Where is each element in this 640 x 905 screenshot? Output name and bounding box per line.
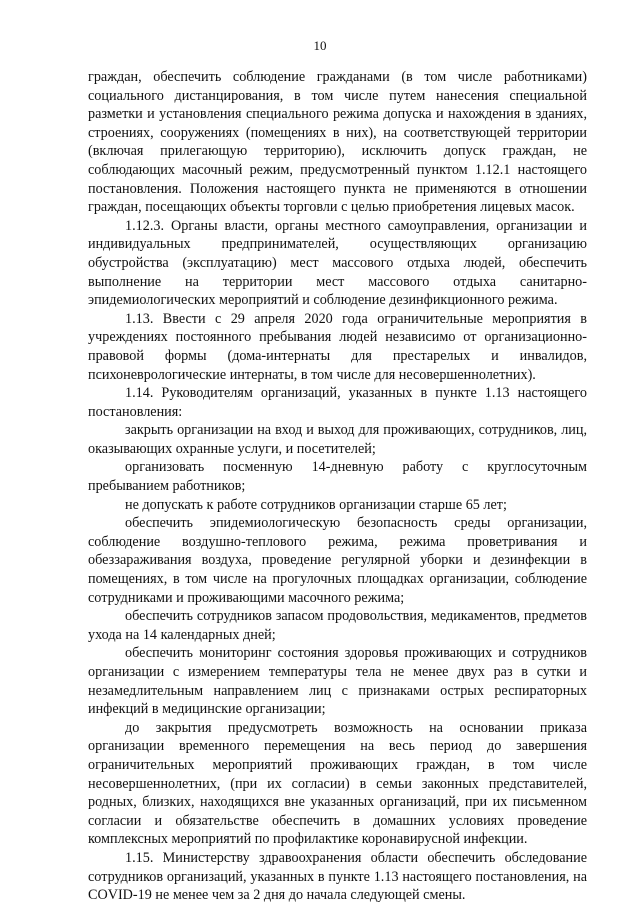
- document-body: [88, 68, 587, 905]
- paragraph-continuation: граждан, обеспечить соблюдение гражданами (в том числе работниками) социального дистанцирования, в том числе путем нанесения специальной разметки и установления специального режима допуска и нахождения в зданиях, строениях, сооружениях (помещениях в них), на соответствующей территории (включая прилегающую территорию), исключить допуск граждан, не соблюдающих масочный режим, предусмотренный пунктом 1.12.1 настоящего постановления. Положения настоящего пункта не применяются в отношении граждан, посещающих объекты торговли с целью приобретения лицевых масок.: [88, 69, 587, 216]
- paragraph-1-14: 1.14. Руководителям организаций, указанных в пункте 1.13 настоящего постановления:: [88, 385, 587, 420]
- paragraph-1-13: 1.13. Ввести с 29 апреля 2020 года ограничительные мероприятия в учреждениях постоянного пребывания людей независимо от организационно-правовой формы (дома-интернаты для престарелых и инвалидов, психоневрологические интернаты, в том числе для несовершеннолетних).: [88, 310, 587, 383]
- list-item-close-entry: закрыть организации на вход и выход для проживающих, сотрудников, лиц, оказывающих охранные услуги, и посетителей;: [88, 422, 587, 457]
- list-item-monitoring: обеспечить мониторинг состояния здоровья проживающих и сотрудников организации с измерением температуры тела не менее двух раз в сутки и незамедлительным направлением лиц с признаками острых респираторных инфекций в медицинские организации;: [88, 645, 587, 718]
- page-number: 10: [313, 38, 327, 53]
- paragraph-1-12-3: 1.12.3. Органы власти, органы местного самоуправления, организации и индивидуальных предпринимателей, осуществляющих организацию обустройства (эксплуатацию) мест массового отдыха людей, обеспечить выполнение на территории мест массового отдыха санитарно-эпидемиологических мероприятий и соблюдение дезинфикционного режима.: [88, 217, 587, 309]
- list-item-age-limit: не допускать к работе сотрудников организации старше 65 лет;: [125, 496, 507, 513]
- paragraph-1-15: 1.15. Министерству здравоохранения области обеспечить обследование сотрудников организаций, указанных в пункте 1.13 настоящего постановления, на COVID-19 не менее чем за 2 дня до начала следующей смены.: [88, 849, 587, 904]
- list-item-supplies: обеспечить сотрудников запасом продовольствия, медикаментов, предметов ухода на 14 календарных дней;: [88, 608, 587, 643]
- list-item-safety: обеспечить эпидемиологическую безопасность среды организации, соблюдение воздушно-теплового режима, режима проветривания и обеззараживания воздуха, проведение регулярной уборки и дезинфекции в помещениях, в том числе на прогулочных площадках организации, соблюдение сотрудниками и проживающими масочного режима;: [88, 515, 587, 606]
- list-item-relocation: до закрытия предусмотреть возможность на основании приказа организации временного перемещения на весь период до завершения ограничительных мероприятий проживающих граждан, в том числе несовершеннолетних, (при их согласии) в семьи законных представителей, родных, близких, находящихся вне указанных организаций, при их письменном согласии и обязательстве обеспечить в домашних условиях проведение комплексных мероприятий по профилактике коронавирусной инфекции.: [88, 719, 587, 848]
- list-item-shift-work: организовать посменную 14-дневную работу с круглосуточным пребыванием работников;: [88, 459, 587, 495]
